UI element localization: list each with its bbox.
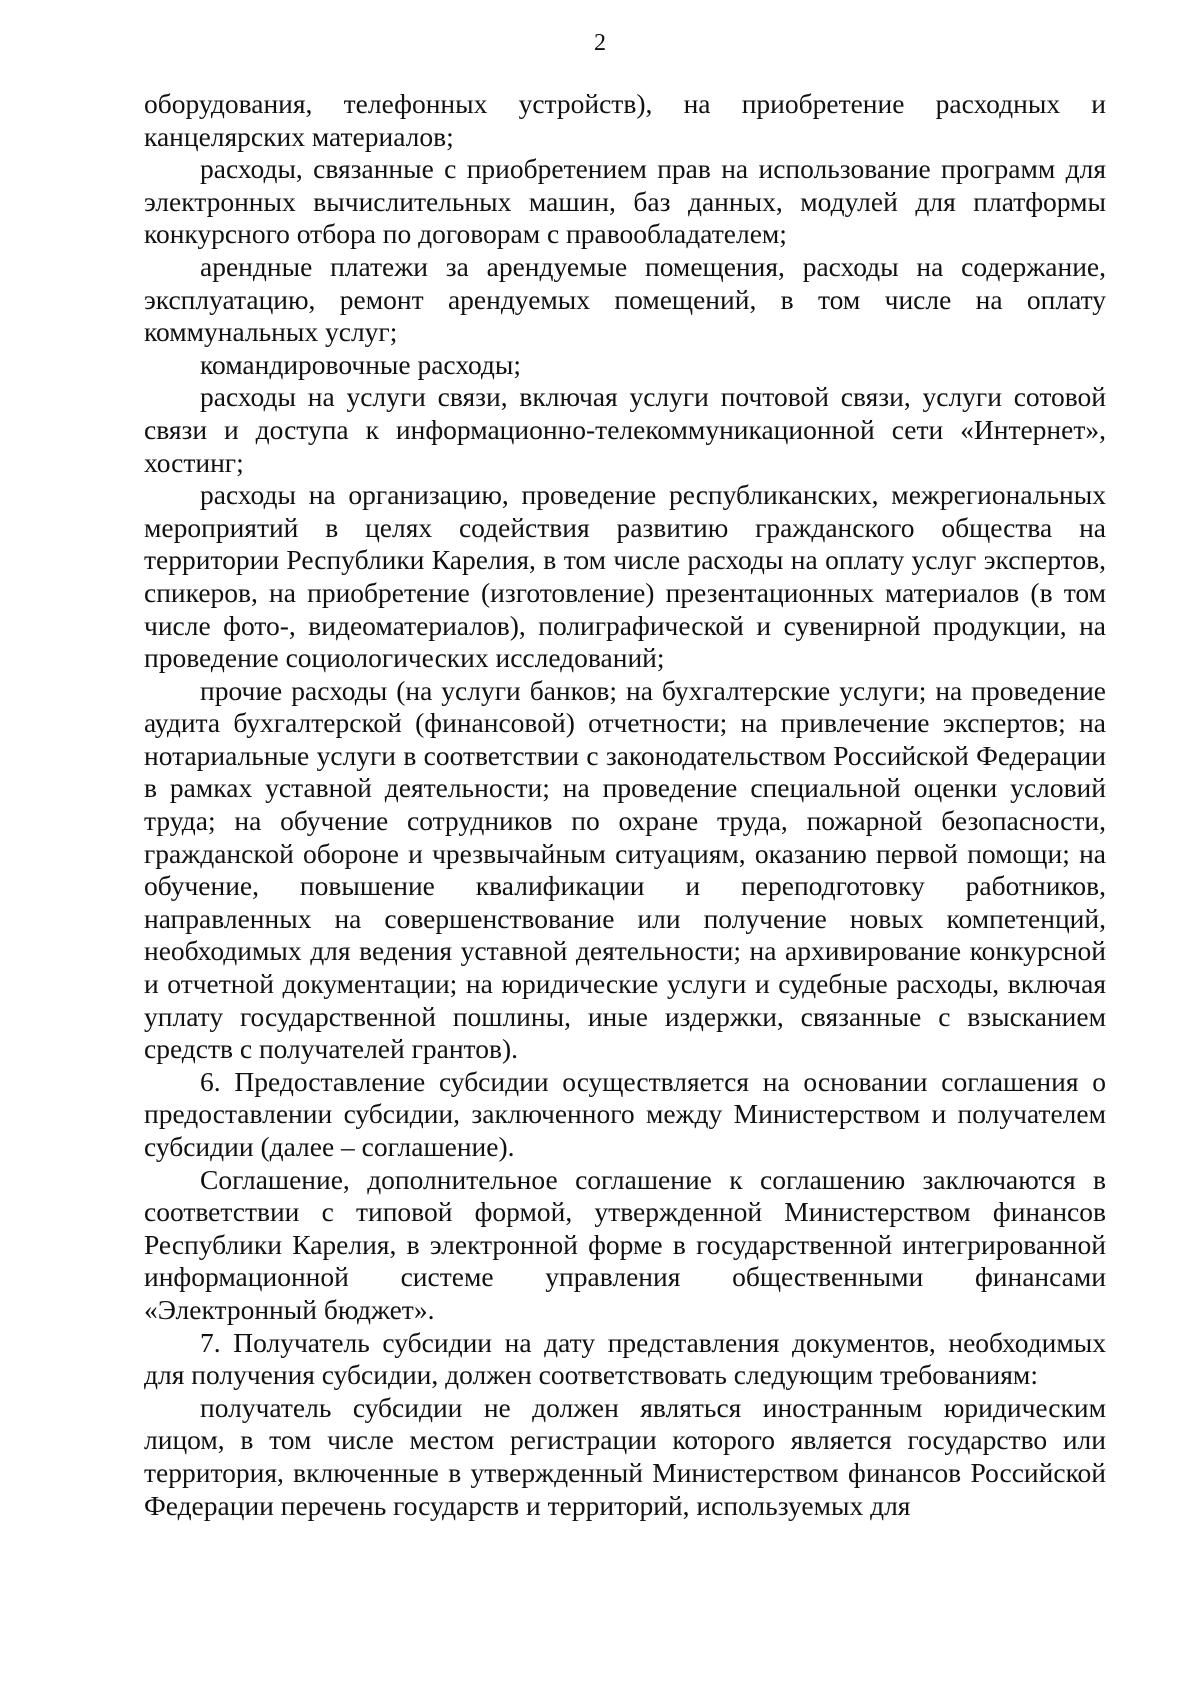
paragraph-software-rights: расходы, связанные с приобретением прав на использование программ для электронных вычислительных машин, баз данных, модулей для платформы конкурсного отбора по договорам с правообладателем; [144,153,1106,250]
paragraph-rent-payments: арендные платежи за арендуемые помещения, расходы на содержание, эксплуатацию, ремонт арендуемых помещений, в том числе на оплату коммунальных услуг; [144,250,1106,348]
paragraph-other-expenses: прочие расходы (на услуги банков; на бухгалтерские услуги; на проведение аудита бухгалтерской (финансовой) отчетности; на привлечение экспертов; на нотариальные услуги в соответствии с законодательством Российской Федерации в рамках уставной деятельности; на проведение специальной оценки условий труда; на обучение сотрудников по охране труда, пожарной безопасности, гражданской обороне и чрезвычайным ситуациям, оказанию первой помощи; на обучение, повышение квалификации и переподготовку работников, направленных на совершенствование или получение новых компетенций, необходимых для ведения уставной деятельности; на архивирование конкурсной и отчетной документации; на юридические услуги и судебные расходы, включая уплату государственной пошлины, иные издержки, связанные с взысканием средств с получателей грантов). [144,674,1106,1065]
paragraph-item-6-subsidy-agreement: 6. Предоставление субсидии осуществляется на основании соглашения о предоставлении субсидии, заключенного между Министерством и получателем субсидии (далее – соглашение). [144,1065,1106,1162]
paragraph-agreement-form: Соглашение, дополнительное соглашение к соглашению заключаются в соответствии с типовой формой, утвержденной Министерством финансов Республики Карелия, в электронной форме в государственной интегрированной информационной системе управления общественными финансами «Электронный бюджет». [144,1163,1106,1325]
paragraph-foreign-entity-requirement: получатель субсидии не должен являться иностранным юридическим лицом, в том числе местом регистрации которого является государство или территория, включенные в утвержденный Министерством финансов Российской Федерации перечень государств и территорий, используемых для [144,1391,1106,1521]
paragraph-item-7-requirements: 7. Получатель субсидии на дату представления документов, необходимых для получения субсидии, должен соответствовать следующим требованиям: [144,1326,1106,1391]
paragraph-travel-expenses: командировочные расходы; [200,348,522,380]
page-number: 2 [594,30,606,56]
paragraph-events-organization: расходы на организацию, проведение республиканских, межрегиональных мероприятий в целях содействия развитию гражданского общества на территории Республики Карелия, в том числе расходы на оплату услуг экспертов, спикеров, на приобретение (изготовление) презентационных материалов (в том числе фото-, видеоматериалов), полиграфической и сувенирной продукции, на проведение социологических исследований; [144,479,1106,674]
paragraph-equipment-continuation: оборудования, телефонных устройств), на приобретение расходных и канцелярских материалов; [144,88,1106,152]
paragraph-communication-services: расходы на услуги связи, включая услуги почтовой связи, услуги сотовой связи и доступа к информационно-телекоммуникационной сети «Интернет», хостинг; [144,381,1106,478]
document-body [144,88,1106,1522]
